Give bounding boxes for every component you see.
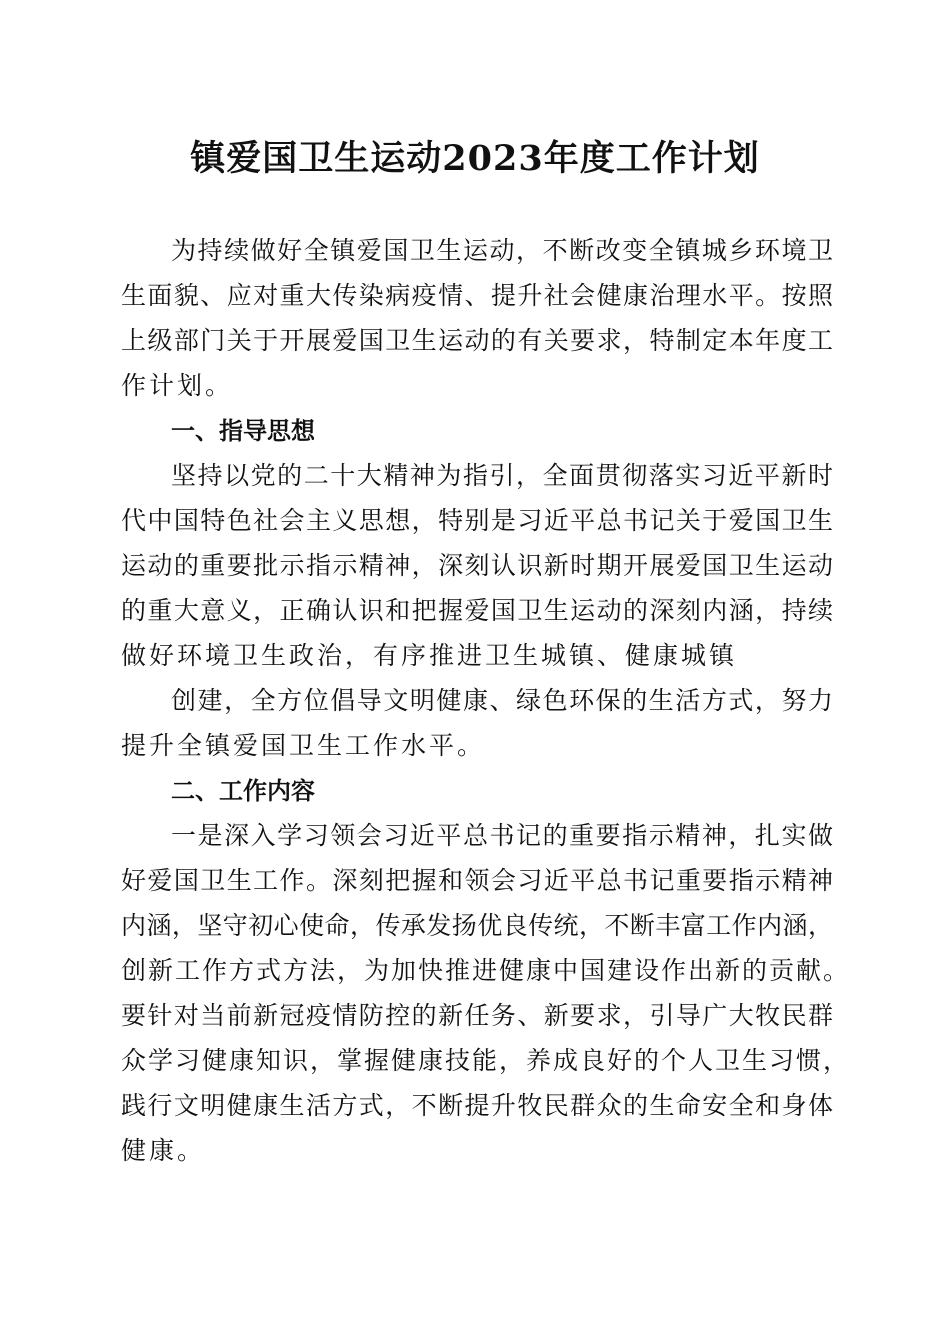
section2-line-8: 健康。: [121, 1136, 206, 1165]
section1-line-6: 创建，全方位倡导文明健康、绿色环保的生活方式，努力: [171, 686, 833, 715]
section2-line-2: 好爱国卫生工作。深刻把握和领会习近平总书记重要指示精神: [121, 866, 833, 895]
intro-line-3: 上级部门关于开展爱国卫生运动的有关要求，特制定本年度工: [121, 326, 833, 355]
section1-line-1: 坚持以党的二十大精神为指引，全面贯彻落实习近平新时: [171, 461, 833, 490]
intro-line-4: 作计划。: [121, 371, 234, 400]
section1-line-2: 代中国特色社会主义思想，特别是习近平总书记关于爱国卫生: [121, 506, 833, 535]
section1-line-3: 运动的重要批示指示精神，深刻认识新时期开展爱国卫生运动: [121, 551, 833, 580]
section1-line-5: 做好环境卫生政治，有序推进卫生城镇、健康城镇: [121, 641, 738, 670]
section2-line-4: 创新工作方式方法，为加快推进健康中国建设作出新的贡献。: [121, 956, 851, 985]
section2-line-7: 践行文明健康生活方式，不断提升牧民群众的生命安全和身体: [121, 1091, 833, 1120]
document-title: 镇爱国卫生运动2023年度工作计划: [190, 138, 760, 179]
section1-line-7: 提升全镇爱国卫生工作水平。: [121, 731, 486, 760]
section2-line-3: 内涵，坚守初心使命，传承发扬优良传统，不断丰富工作内涵，: [121, 911, 833, 940]
section2-line-5: 要针对当前新冠疫情防控的新任务、新要求，引导广大牧民群: [121, 1001, 833, 1030]
intro-line-2: 生面貌、应对重大传染病疫情、提升社会健康治理水平。按照: [121, 281, 833, 310]
section1-line-4: 的重大意义，正确认识和把握爱国卫生运动的深刻内涵，持续: [121, 596, 833, 625]
section2-line-1: 一是深入学习领会习近平总书记的重要指示精神，扎实做: [171, 821, 833, 850]
intro-line-1: 为持续做好全镇爱国卫生运动，不断改变全镇城乡环境卫: [171, 236, 833, 265]
section-heading-work-content: 二、工作内容: [171, 777, 315, 805]
section2-line-6: 众学习健康知识，掌握健康技能，养成良好的个人卫生习惯，: [121, 1046, 851, 1075]
section-heading-guiding-ideology: 一、指导思想: [171, 417, 315, 445]
